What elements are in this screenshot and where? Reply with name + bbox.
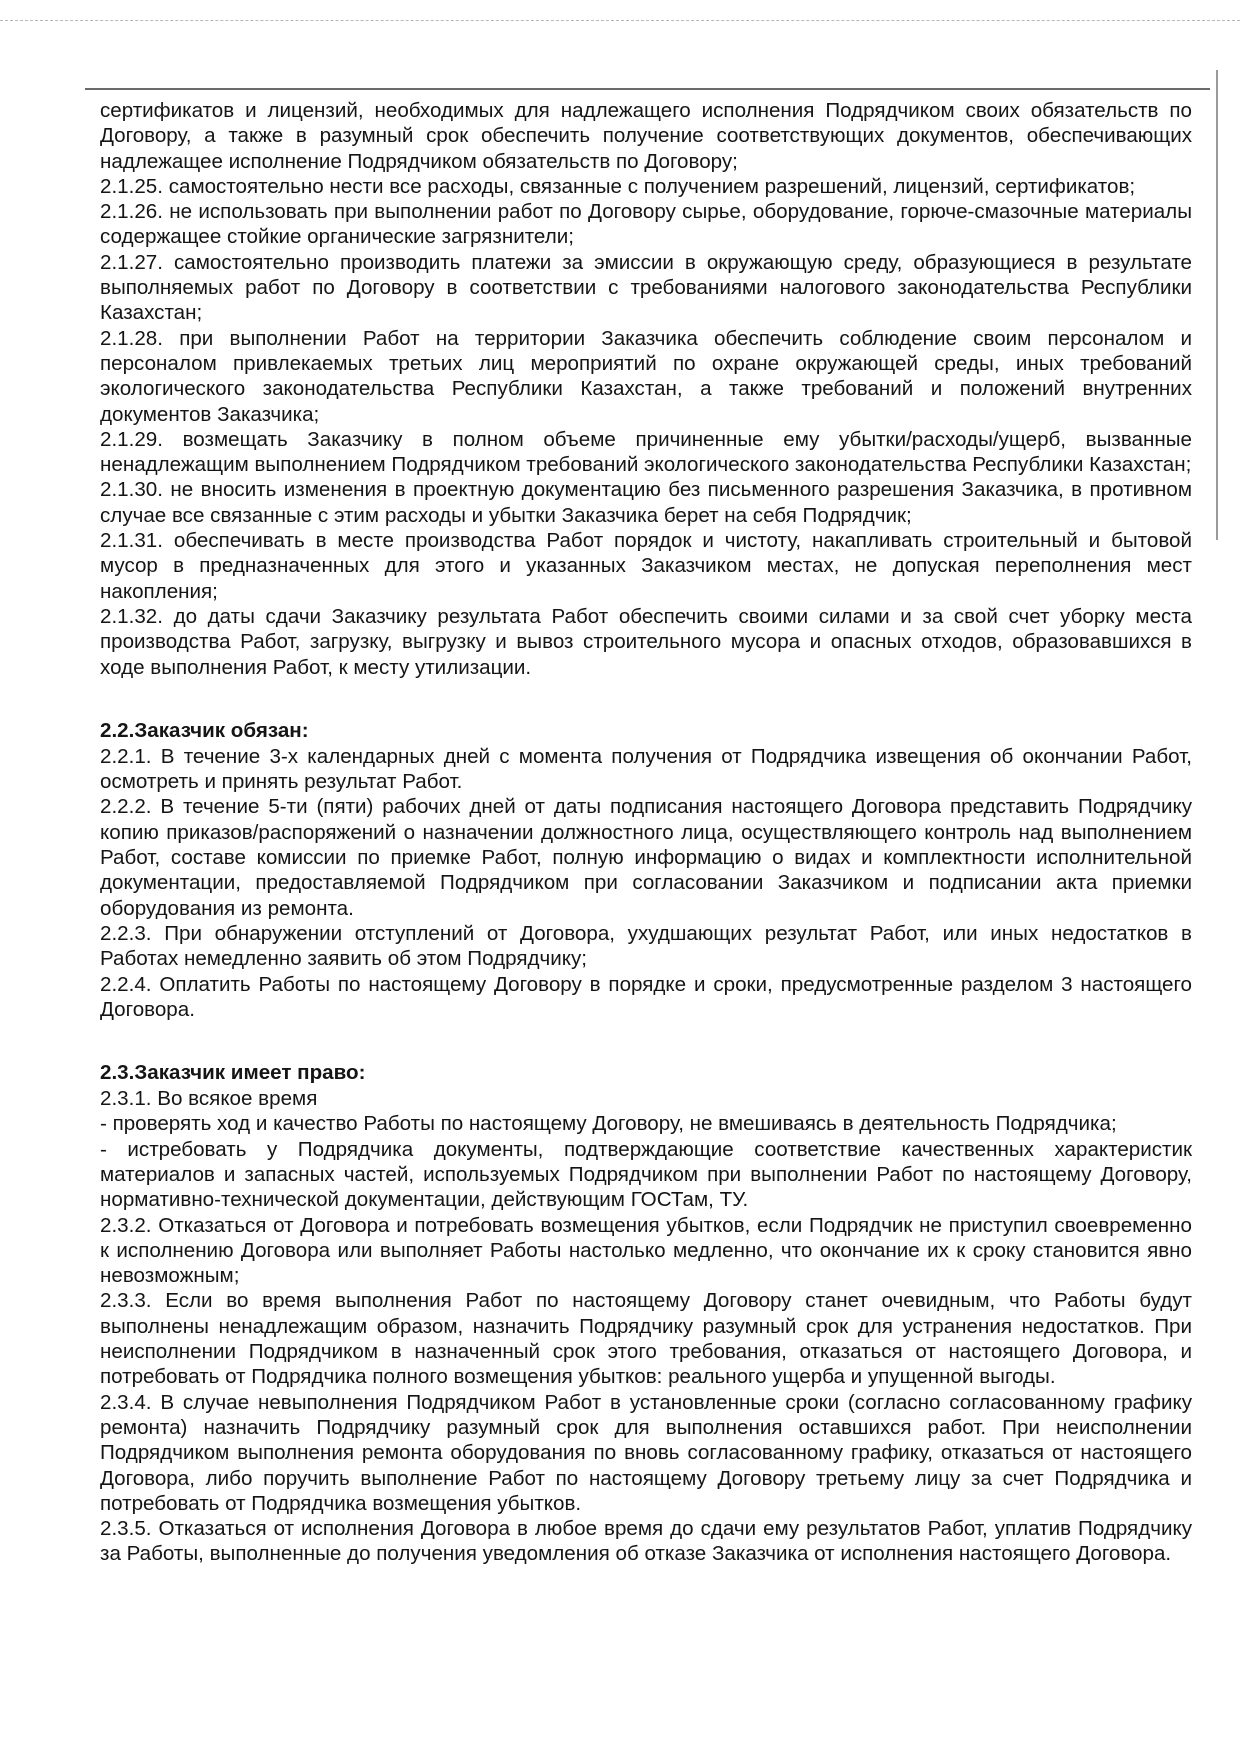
document-page bbox=[100, 98, 1192, 1567]
section-heading-2-2: 2.2.Заказчик обязан: bbox=[100, 718, 309, 742]
section-customer-obligations bbox=[100, 718, 1192, 1022]
header-rule bbox=[85, 88, 1210, 90]
clause-2-3-1-check: - проверять ход и качество Работы по настоящему Договору, не вмешиваясь в деятельность Подрядчика; bbox=[100, 1112, 1117, 1136]
clause-paragraph: сертификатов и лицензий, необходимых для надлежащего исполнения Подрядчиком своих обязательств по Договору, а также в разумный срок обеспечить получение соответствующих документов, обеспечивающих надлежащее исполнение Подрядчиком обязательств по Договору; bbox=[100, 99, 1192, 173]
section-contractor-obligations-continued bbox=[100, 98, 1192, 680]
clause-2-3-5: 2.3.5. Отказаться от исполнения Договора в любое время до сдачи ему результатов Работ, уплатив Подрядчику за Работы, выполненные до получения уведомления об отказе Заказчика от исполнения настоящего Договора. bbox=[100, 1517, 1192, 1566]
clause-2-1-26: 2.1.26. не использовать при выполнении работ по Договору сырье, оборудование, горюче-смазочные материалы содержащее стойкие органические загрязнители; bbox=[100, 200, 1192, 249]
clause-2-1-28: 2.1.28. при выполнении Работ на территории Заказчика обеспечить соблюдение своим персоналом и персоналом привлекаемых третьих лиц мероприятий по охране окружающей среды, иных требований экологического законодательства Республики Казахстан, а также требований и положений внутренних документов Заказчика; bbox=[100, 326, 1192, 426]
clause-2-2-3: 2.2.3. При обнаружении отступлений от Договора, ухудшающих результат Работ, или иных недостатков в Работах немедленно заявить об этом Подрядчику; bbox=[100, 921, 1192, 971]
clause-2-1-29: 2.1.29. возмещать Заказчику в полном объеме причиненные ему убытки/расходы/ущерб, вызванные ненадлежащим выполнением Подрядчиком требований экологического законодательства Республики Казахстан; bbox=[100, 427, 1192, 477]
clause-2-2-2: 2.2.2. В течение 5-ти (пяти) рабочих дней от даты подписания настоящего Договора представить Подрядчику копию приказов/распоряжений о назначении должностного лица, осуществляющего контроль над выполнением Работ, составе комиссии по приемке Работ, полную информацию о видах и комплектности исполнительной документации, предоставляемой Подрядчиком при согласовании Заказчиком и подписании акта приемки оборудования из ремонта. bbox=[100, 795, 1192, 920]
section-gap bbox=[100, 1022, 1192, 1040]
clause-2-3-1: 2.3.1. Во всякое время bbox=[100, 1087, 318, 1111]
section-gap bbox=[100, 680, 1192, 698]
section-heading-2-3: 2.3.Заказчик имеет право: bbox=[100, 1061, 366, 1085]
clause-2-3-2: 2.3.2. Отказаться от Договора и потребовать возмещения убытков, если Подрядчик не приступил своевременно к исполнению Договора или выполняет Работы настолько медленно, что окончание их к сроку становится явно невозможным; bbox=[100, 1213, 1192, 1288]
section-customer-rights bbox=[100, 1060, 1192, 1567]
clause-2-1-27: 2.1.27. самостоятельно производить платежи за эмиссии в окружающую среду, образующиеся в результате выполняемых работ по Договору в соответствии с требованиями налогового законодательства Республики Казахстан; bbox=[100, 250, 1192, 325]
clause-2-1-25: 2.1.25. самостоятельно нести все расходы, связанные с получением разрешений, лицензий, сертификатов; bbox=[100, 174, 1136, 198]
clause-2-3-1-request: - истребовать у Подрядчика документы, подтверждающие соответствие качественных характеристик материалов и запасных частей, используемых Подрядчиком при выполнении Работ по настоящему Договору, нормативно-технической документации, действующим ГОСТам, ТУ. bbox=[100, 1137, 1192, 1212]
clause-2-1-30: 2.1.30. не вносить изменения в проектную документацию без письменного разрешения Заказчика, в противном случае все связанные с этим расходы и убытки Заказчика берет на себя Подрядчик; bbox=[100, 478, 1192, 527]
clause-2-1-31: 2.1.31. обеспечивать в месте производства Работ порядок и чистоту, накапливать строительный и бытовой мусор в предназначенных для этого и указанных Заказчиком местах, не допуская переполнения мест накопления; bbox=[100, 529, 1192, 603]
clause-2-3-4: 2.3.4. В случае невыполнения Подрядчиком Работ в установленные сроки (согласно согласованному графику ремонта) назначить Подрядчику разумный срок для выполнения оставшихся работ. При неисполнении Подрядчиком выполнения ремонта оборудования по вновь согласованному графику, отказаться от настоящего Договора, либо поручить выполнение Работ по настоящему Договору третьему лицу за счет Подрядчика и потребовать от Подрядчика возмещения убытков. bbox=[100, 1390, 1192, 1515]
clause-2-2-1: 2.2.1. В течение 3-х календарных дней с момента получения от Подрядчика извещения об окончании Работ, осмотреть и принять результат Работ. bbox=[100, 744, 1192, 794]
scan-top-border bbox=[0, 20, 1240, 21]
clause-2-1-32: 2.1.32. до даты сдачи Заказчику результата Работ обеспечить своими силами и за свой счет уборку места производства Работ, загрузку, выгрузку и вывоз строительного мусора и опасных отходов, образовавшихся в ходе выполнения Работ, к месту утилизации. bbox=[100, 604, 1192, 679]
clause-2-2-4: 2.2.4. Оплатить Работы по настоящему Договору в порядке и сроки, предусмотренные разделом 3 настоящего Договора. bbox=[100, 972, 1192, 1021]
clause-2-3-3: 2.3.3. Если во время выполнения Работ по настоящему Договору станет очевидным, что Работы будут выполнены ненадлежащим образом, назначить Подрядчику разумный срок для устранения недостатков. При неисполнении Подрядчиком в назначенный срок этого требования, отказаться от настоящего Договора, и потребовать от Подрядчика полного возмещения убытков: реального ущерба и упущенной выгоды. bbox=[100, 1289, 1192, 1389]
scan-right-edge bbox=[1216, 70, 1218, 540]
